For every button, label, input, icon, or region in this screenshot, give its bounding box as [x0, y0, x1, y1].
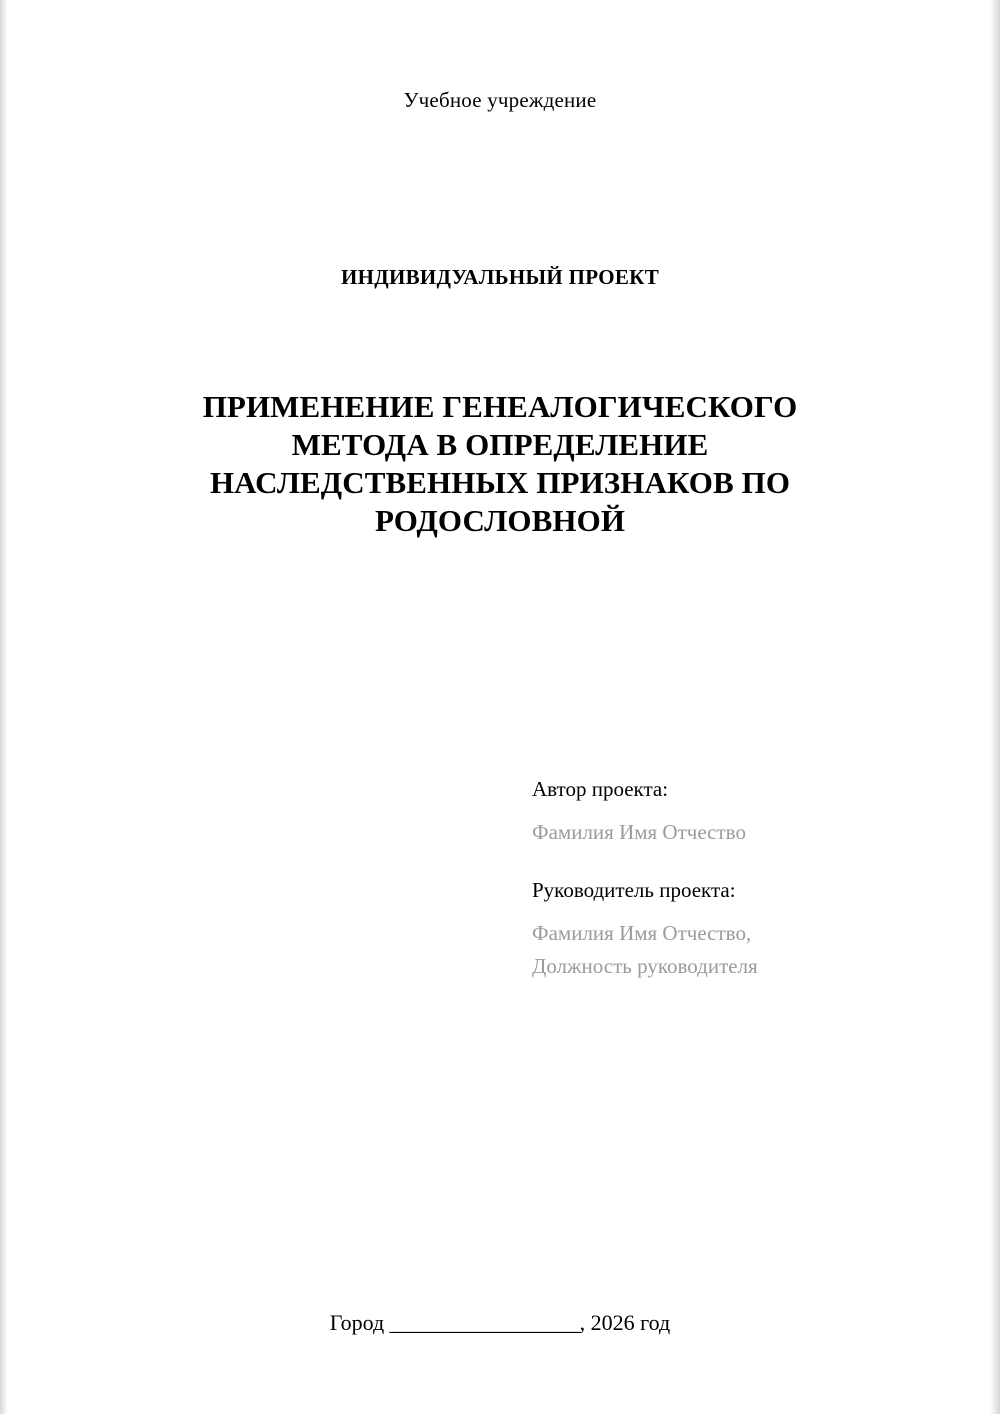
supervisor-block — [532, 878, 900, 982]
institution-name: Учебное учреждение — [403, 88, 597, 112]
page-title: ПРИМЕНЕНИЕ ГЕНЕАЛОГИЧЕСКОГО МЕТОДА В ОПРЕДЕЛЕНИЕ НАСЛЕДСТВЕННЫХ ПРИЗНАКОВ ПО РОДОСЛОВНОЙ — [202, 389, 798, 539]
footer-city-label: Город — [329, 1310, 385, 1335]
author-label: Автор проекта: — [532, 776, 669, 801]
supervisor-value-line-2: Должность руководителя — [532, 953, 758, 978]
footer-year: , 2026 год — [579, 1310, 671, 1335]
author-block — [532, 777, 900, 849]
page-footer — [0, 1310, 1000, 1336]
project-type-heading: ИНДИВИДУАЛЬНЫЙ ПРОЕКТ — [340, 265, 660, 289]
footer-city-blank: ___________________ — [389, 1310, 580, 1335]
signature-section — [532, 777, 900, 983]
author-value: Фамилия Имя Отчество — [532, 819, 746, 844]
supervisor-label: Руководитель проекта: — [532, 878, 736, 903]
supervisor-value-line-1: Фамилия Имя Отчество, — [532, 921, 752, 946]
page-content — [100, 0, 900, 1414]
